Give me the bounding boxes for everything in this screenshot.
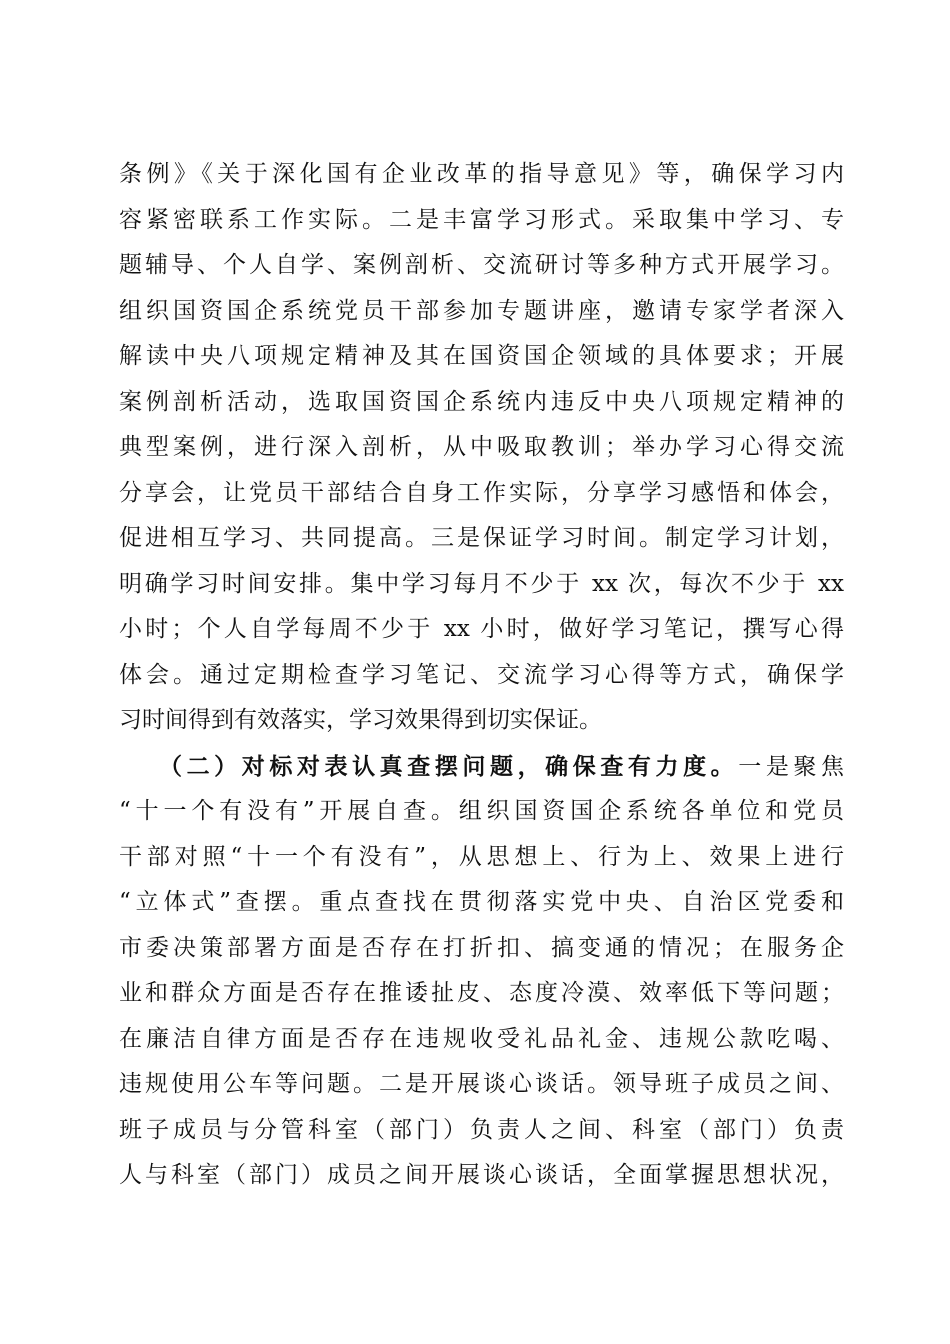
text-line: 干部对照“十一个有没有”，从思想上、行为上、效果上进行 [119,843,844,870]
text-line: 小时；个人自学每周不少于 xx 小时，做好学习笔记，撰写心得 [119,616,844,642]
text-line: 促进相互学习、共同提高。三是保证学习时间。制定学习计划， [119,525,844,551]
text-line: 组织国资国企系统党员干部参加专题讲座，邀请专家学者深入 [119,297,844,324]
text-line: 案例剖析活动，选取国资国企系统内违反中央八项规定精神的 [119,388,844,415]
text-line: 人与科室（部门）成员之间开展谈心谈话，全面掌握思想状况， [119,1162,844,1188]
text-line: 体会。通过定期检查学习笔记、交流学习心得等方式，确保学 [119,661,844,688]
text-line: 在廉洁自律方面是否存在违规收受礼品礼金、违规公款吃喝、 [119,1025,844,1052]
text-line: 典型案例，进行深入剖析，从中吸取教训；举办学习心得交流 [119,434,844,460]
section-first-line [119,744,844,790]
section-heading: （二）对标对表认真查摆问题，确保查有力度。 [159,752,739,780]
section-first-line-rest: 一是聚焦 [738,753,845,780]
text-line: 分享会，让党员干部结合自身工作实际，分享学习感悟和体会， [119,479,844,506]
text-line: 违规使用公车等问题。二是开展谈心谈话。领导班子成员之间、 [119,1071,844,1097]
text-line: 题辅导、个人自学、案例剖析、交流研讨等多种方式开展学习。 [119,252,844,278]
text-line: 习时间得到有效落实，学习效果得到切实保证。 [119,707,602,733]
body-text [119,152,844,1199]
text-line: 明确学习时间安排。集中学习每月不少于 xx 次，每次不少于 xx [119,570,844,597]
text-line: 业和群众方面是否存在推诿扯皮、态度冷漠、效率低下等问题； [119,980,844,1006]
text-line: 市委决策部署方面是否存在打折扣、搞变通的情况；在服务企 [119,934,844,961]
text-line: “立体式”查摆。重点查找在贯彻落实党中央、自治区党委和 [119,889,844,915]
text-line: “十一个有没有”开展自查。组织国资国企系统各单位和党员 [119,798,844,824]
text-line: 解读中央八项规定精神及其在国资国企领域的具体要求；开展 [119,343,844,369]
text-line: 容紧密联系工作实际。二是丰富学习形式。采取集中学习、专 [119,206,844,233]
text-line: 班子成员与分管科室（部门）负责人之间、科室（部门）负责 [119,1116,844,1143]
text-line: 条例》《关于深化国有企业改革的指导意见》等，确保学习内 [119,161,844,187]
